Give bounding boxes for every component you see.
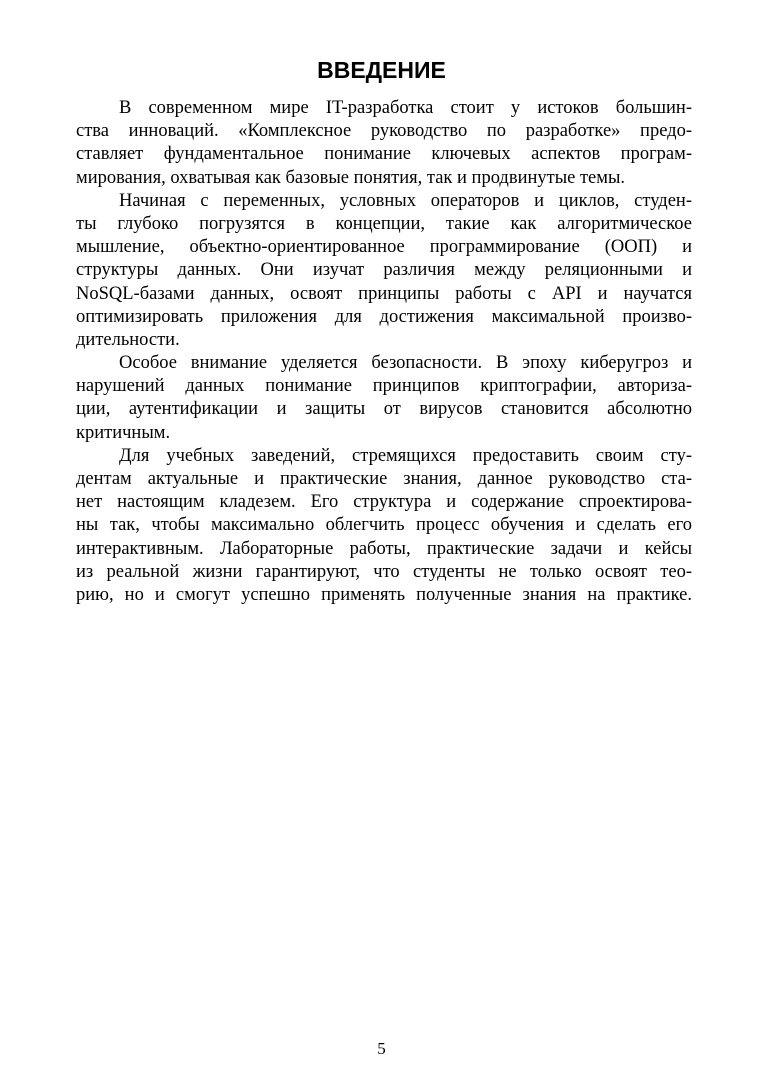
page-title: ВВЕДЕНИЕ [317,57,446,83]
paragraph-3 [76,352,692,445]
text-line: дительности. [76,329,180,350]
text-line: структуры данных. Они изучат различия между реляционными и [76,260,692,281]
text-line: NoSQL-базами данных, освоят принципы работы с API и научатся [76,283,692,304]
text-line: ты глубоко погрузятся в концепции, такие как алгоритмическое [76,213,692,234]
text-line: ставляет фундаментальное понимание ключевых аспектов програм- [76,144,692,165]
page-number: 5 [377,1039,386,1058]
text-line: ны так, чтобы максимально облегчить процесс обучения и сделать его [76,515,692,536]
text-line: мирования, охватывая как базовые понятия, так и продвинутые темы. [76,167,626,188]
text-line: рию, но и смогут успешно применять полученные знания на практике. [76,584,692,605]
text-line: из реальной жизни гарантируют, что студенты не только освоят тео- [76,561,692,582]
text-line: Особое внимание уделяется безопасности. В эпоху киберугроз и [119,353,692,374]
text-line: В современном мире IT-разработка стоит у истоков большин- [119,98,692,118]
text-line: ции, аутентификации и защиты от вирусов становится абсолютно [76,399,692,420]
text-line: нет настоящим кладезем. Его структура и содержание спроектирова- [76,492,692,513]
body-text [76,97,692,607]
paragraph-2 [76,190,692,352]
text-line: дентам актуальные и практические знания, данное руководство ста- [76,469,692,489]
text-line: интерактивным. Лабораторные работы, практические задачи и кейсы [76,538,692,559]
paragraph-4 [76,445,692,607]
text-line: Для учебных заведений, стремящихся предоставить своим сту- [119,445,692,466]
text-line: Начиная с переменных, условных операторов и циклов, студен- [119,190,692,211]
text-line: мышление, объектно-ориентированное программирование (ООП) и [76,237,692,258]
paragraph-1 [76,97,692,190]
text-line: нарушений данных понимание принципов криптографии, авториза- [76,376,692,397]
text-line: критичным. [76,422,171,443]
text-line: ства инноваций. «Комплексное руководство по разработке» предо- [76,121,692,142]
text-line: оптимизировать приложения для достижения максимальной произво- [76,306,692,327]
